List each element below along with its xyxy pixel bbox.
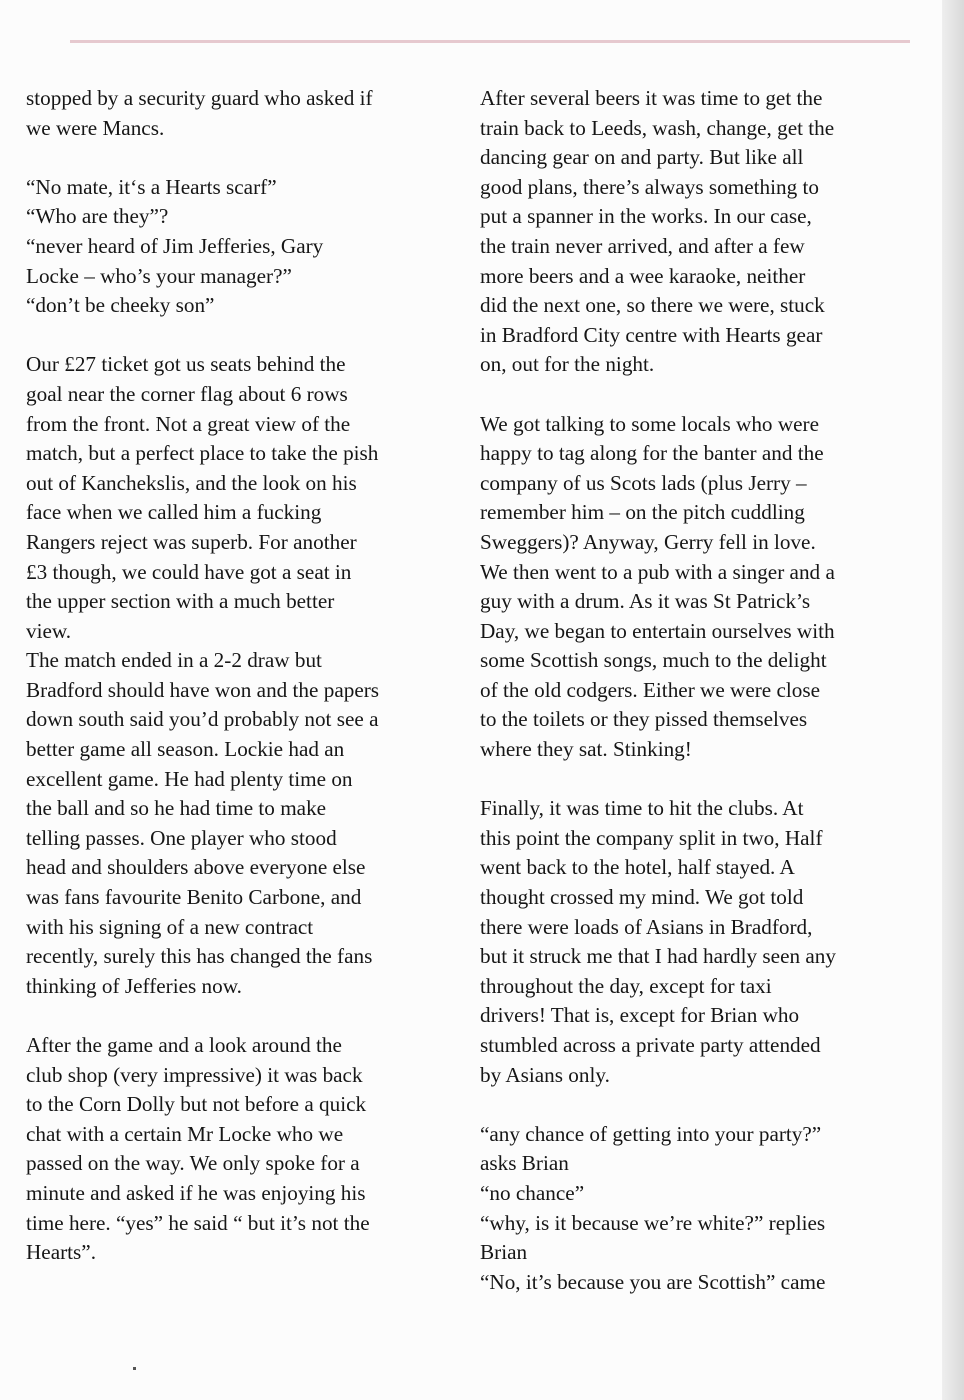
text-line: head and shoulders above everyone else (26, 855, 366, 880)
text-line: on, out for the night. (480, 352, 655, 377)
text-line: Sweggers)? Anyway, Gerry fell in love. (480, 529, 816, 554)
paragraph (480, 1120, 912, 1298)
text-line: down south said you’d probably not see a (26, 707, 379, 732)
text-line: of the old codgers. Either we were close (480, 677, 821, 702)
text-line: chat with a certain Mr Locke who we (26, 1121, 344, 1146)
text-line: we were Mancs. (26, 115, 165, 140)
text-line: put a spanner in the works. In our case, (480, 204, 812, 229)
text-line: We then went to a pub with a singer and a (480, 559, 835, 584)
text-line: Hearts”. (26, 1240, 96, 1265)
right-column (480, 84, 912, 1297)
text-line: match, but a perfect place to take the pish (26, 441, 379, 466)
text-line: Our £27 ticket got us seats behind the (26, 352, 346, 377)
text-line: the upper section with a much better (26, 589, 335, 614)
text-line: The match ended in a 2-2 draw but (26, 648, 322, 673)
text-line: in Bradford City centre with Hearts gear (480, 322, 823, 347)
paragraph (26, 350, 466, 646)
text-line: this point the company split in two, Half (480, 825, 823, 850)
text-line: guy with a drum. As it was St Patrick’s (480, 589, 811, 614)
text-line: happy to tag along for the banter and the (480, 441, 824, 466)
text-line: but it struck me that I had hardly seen any (480, 944, 836, 969)
text-line: good plans, there’s always something to (480, 174, 819, 199)
text-line: goal near the corner flag about 6 rows (26, 381, 348, 406)
paragraph (480, 410, 912, 765)
text-line: stumbled across a private party attended (480, 1033, 821, 1057)
paragraph (26, 646, 466, 1001)
text-line: thinking of Jefferies now. (26, 973, 242, 998)
page-mark (133, 1367, 136, 1370)
text-line: passed on the way. We only spoke for a (26, 1151, 360, 1176)
text-line: minute and asked if he was enjoying his (26, 1180, 366, 1205)
text-line: “No mate, it‘s a Hearts scarf” (26, 174, 277, 199)
paragraph (26, 173, 466, 321)
text-line: went back to the hotel, half stayed. A (480, 855, 795, 880)
text-line: to the toilets or they pissed themselves (480, 707, 808, 732)
text-line: Finally, it was time to hit the clubs. At (480, 796, 804, 821)
paragraph (26, 84, 466, 143)
text-line: throughout the day, except for taxi (480, 973, 772, 998)
top-divider (70, 40, 910, 43)
text-line: with his signing of a new contract (26, 914, 314, 939)
text-line: Bradford should have won and the papers (26, 677, 380, 702)
text-line: £3 though, we could have got a seat in (26, 559, 352, 584)
text-line: Day, we began to entertain ourselves with (480, 618, 835, 643)
text-line: thought crossed my mind. We got told (480, 885, 804, 910)
text-line: “don’t be cheeky son” (26, 293, 215, 318)
text-line: some Scottish songs, much to the delight (480, 648, 827, 673)
text-line: club shop (very impressive) it was back (26, 1062, 363, 1087)
text-line: out of Kanchekslis, and the look on his (26, 470, 357, 495)
text-line: the train never arrived, and after a few (480, 233, 805, 258)
text-line: where they sat. Stinking! (480, 737, 692, 762)
text-line: face when we called him a fucking (26, 500, 322, 525)
page-edge-shadow (942, 0, 964, 1400)
text-line: recently, surely this has changed the fans (26, 944, 373, 969)
text-line: asks Brian (480, 1151, 569, 1176)
text-line: time here. “yes” he said “ but it’s not the (26, 1210, 370, 1235)
text-line: Locke – who’s your manager?” (26, 263, 292, 288)
left-column (26, 84, 466, 1297)
text-line: by Asians only. (480, 1062, 610, 1087)
text-line: did the next one, so there we were, stuck (480, 293, 825, 318)
text-line: “never heard of Jim Jefferies, Gary (26, 233, 324, 258)
text-line: dancing gear on and party. But like all (480, 145, 804, 170)
text-line: “No, it’s because you are Scottish” came (480, 1269, 826, 1294)
text-line: there were loads of Asians in Bradford, (480, 914, 813, 939)
paragraph (26, 1031, 466, 1268)
text-line: “why, is it because we’re white?” replies (480, 1210, 826, 1235)
paragraph (480, 84, 912, 380)
text-line: telling passes. One player who stood (26, 825, 337, 850)
text-line: better game all season. Lockie had an (26, 737, 345, 762)
text-line: from the front. Not a great view of the (26, 411, 351, 436)
text-line: After the game and a look around the (26, 1033, 342, 1057)
text-line: Brian (480, 1240, 528, 1265)
text-line: After several beers it was time to get the (480, 86, 823, 110)
paragraph (480, 794, 912, 1090)
text-line: excellent game. He had plenty time on (26, 766, 353, 791)
text-line: “any chance of getting into your party?” (480, 1121, 822, 1146)
text-line: remember him – on the pitch cuddling (480, 500, 805, 525)
text-line: stopped by a security guard who asked if (26, 86, 373, 110)
text-line: view. (26, 618, 72, 643)
text-line: company of us Scots lads (plus Jerry – (480, 470, 807, 495)
text-line: train back to Leeds, wash, change, get the (480, 115, 835, 140)
text-line: We got talking to some locals who were (480, 411, 819, 436)
text-line: “Who are they”? (26, 204, 169, 229)
text-line: Rangers reject was superb. For another (26, 529, 357, 554)
text-line: was fans favourite Benito Carbone, and (26, 885, 362, 910)
text-line: the ball and so he had time to make (26, 796, 327, 821)
text-line: more beers and a wee karaoke, neither (480, 263, 806, 288)
text-line: to the Corn Dolly but not before a quick (26, 1092, 367, 1117)
text-line: “no chance” (480, 1180, 585, 1205)
text-line: drivers! That is, except for Brian who (480, 1003, 800, 1028)
